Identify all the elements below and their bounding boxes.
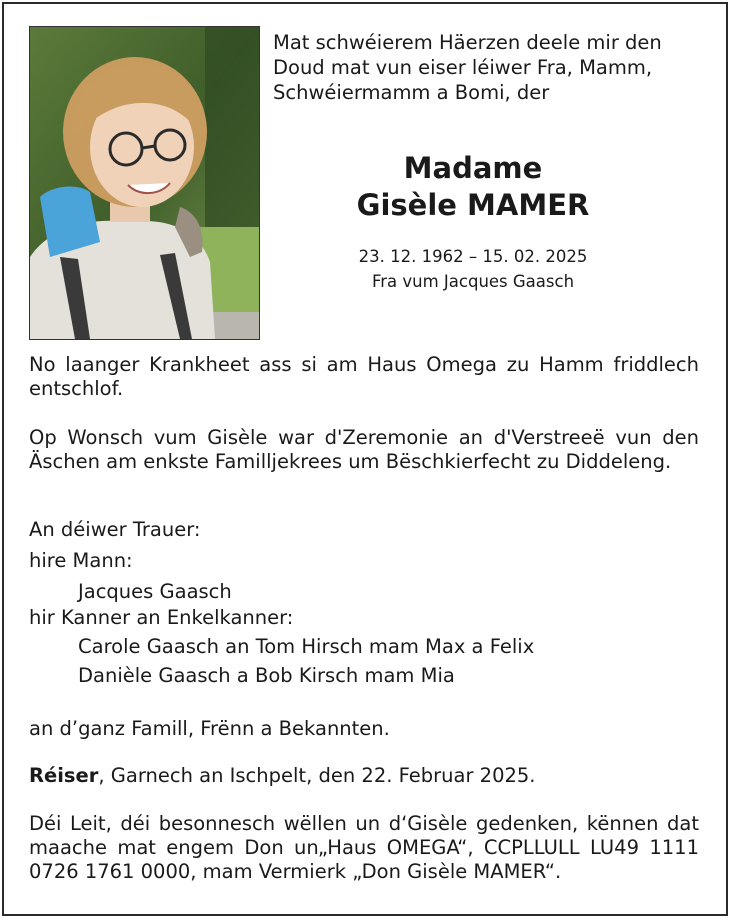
donation-paragraph: Déi Leit, déi besonnesch wëllen un d‘Gisèle gedenken, kënnen dat maache mat engem Don un„Haus OMEGA“, CCPLLULL LU49 1111 0726 1761 0000, mam Vermierk „Don Gisèle MAMER“. [29,812,699,883]
children-label: hir Kanner an Enkelkanner: [29,606,294,629]
ceremony-paragraph: Op Wonsch vum Gisèle war d'Zeremonie an d'Verstreeë vun den Äschen am enkste Familljekrees um Bëschkierfecht zu Diddeleng. [29,426,699,473]
husband-name: Jacques Gaasch [78,580,232,603]
place-rest: , Garnech an Ischpelt, den 22. Februar 2025. [98,764,536,787]
deceased-name-block [273,150,673,224]
deceased-title: Madame [403,151,543,185]
child-line: Danièle Gaasch a Bob Kirsch mam Mia [78,664,455,687]
others-line: an d’ganz Famill, Frënn a Bekannten. [29,717,390,740]
intro-text: Mat schwéierem Häerzen deele mir den Doud mat vun eiser léiwer Fra, Mamm, Schwéiermamm a Bomi, der [273,31,662,104]
child-line: Carole Gaasch an Tom Hirsch mam Max a Felix [78,635,535,658]
deceased-details [273,244,673,294]
portrait-photo [29,26,260,340]
spouse-line: Fra vum Jacques Gaasch [371,272,575,291]
husband-label: hire Mann: [29,549,133,572]
life-dates: 23. 12. 1962 – 15. 02. 2025 [358,247,588,266]
passing-paragraph: No laanger Krankheet ass si am Haus Omega zu Hamm friddlech entschlof. [29,353,699,400]
deceased-name: Gisèle MAMER [356,188,590,222]
portrait-image [30,27,259,339]
place-date-line [29,764,536,788]
place-name: Réiser [29,764,99,787]
mourners-heading: An déiwer Trauer: [29,518,201,541]
